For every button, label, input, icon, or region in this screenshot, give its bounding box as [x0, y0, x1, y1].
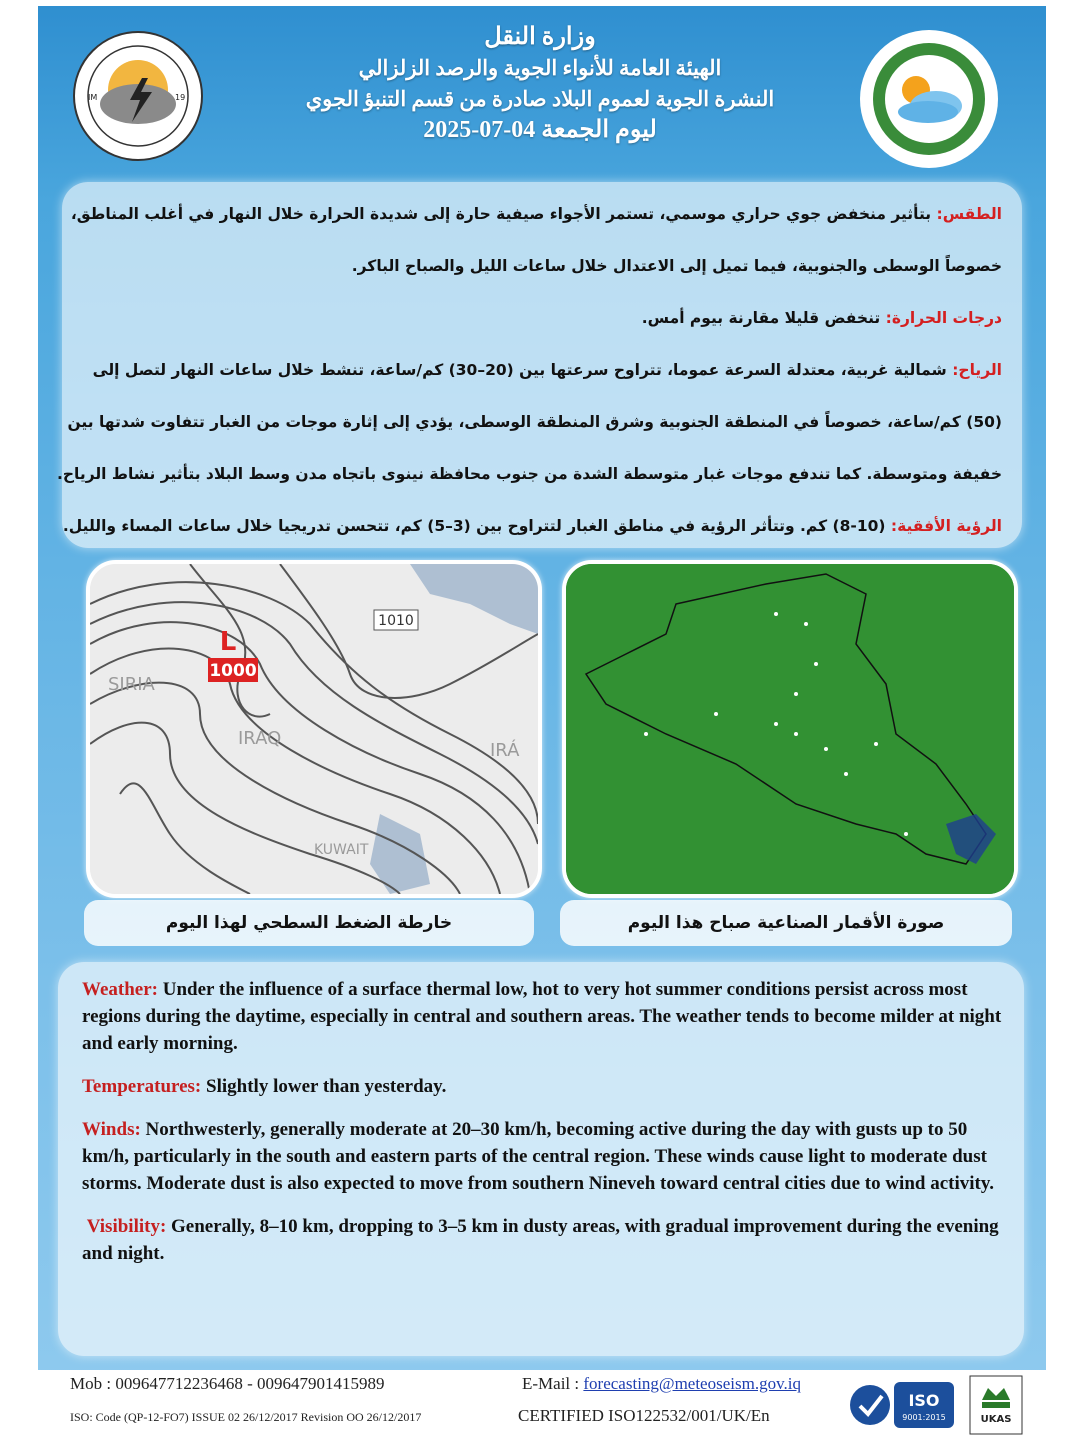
arabic-visibility-paragraph	[46, 500, 1002, 552]
arabic-wind-paragraph-2	[46, 396, 1002, 448]
certification-number: CERTIFIED ISO122532/001/UK/En	[518, 1406, 770, 1425]
english-wind-text: Northwesterly, generally moderate at 20–30 km/h, becoming active during the day with gusts up to 50 km/h, particularly in the south and eastern parts of the central region. These winds cause light to moderate dust storms. Moderate dust is also expected to move from southern Nineveh toward central cities due to wind activity.	[82, 1119, 995, 1194]
ukas-label: UKAS	[980, 1414, 1012, 1425]
english-visibility-paragraph	[82, 1213, 1002, 1267]
surface-pressure-map	[86, 560, 542, 898]
bulletin-title: النشرة الجوية لعموم البلاد صادرة من قسم التنبؤ الجوي	[305, 87, 775, 111]
country-label-iraq: IRAQ	[238, 728, 282, 749]
isobar-label-1010: 1010	[378, 613, 414, 629]
english-wind-paragraph	[82, 1116, 1002, 1197]
ukas-accreditation-badge	[968, 1374, 1024, 1436]
english-visibility-text: Generally, 8–10 km, dropping to 3–5 km in dusty areas, with gradual improvement during the evening and night.	[82, 1216, 999, 1264]
english-forecast-text	[82, 976, 1002, 1283]
english-weather-paragraph	[82, 976, 1002, 1057]
arabic-weather-text: بتأثير منخفض جوي حراري موسمي، تستمر الأجواء صيفية حارة إلى شديدة الحرارة خلال النهار في أغلب المناطق،	[70, 205, 937, 223]
iso-document-code: ISO: Code (QP-12-FO7) ISSUE 02 26/12/2017 Revision OO 26/12/2017	[70, 1410, 422, 1424]
email-line	[522, 1374, 801, 1394]
iso-badge-icon	[848, 1372, 958, 1438]
seal-icon	[72, 30, 204, 162]
arabic-visibility-label: الرؤية الأفقية:	[890, 517, 1002, 535]
svg-text:IM: IM	[88, 93, 98, 102]
svg-text:19: 19	[175, 93, 186, 102]
satellite-image-map	[562, 560, 1018, 898]
arabic-wind-text-3: خفيفة ومتوسطة. كما تندفع موجات غبار متوسطة الشدة من جنوب محافظة نينوى باتجاه مدن وسط البلاد بتأثير نشاط الرياح.	[57, 465, 1002, 483]
arabic-weather-paragraph-2	[46, 240, 1002, 292]
english-weather-text: Under the influence of a surface thermal low, hot to very hot summer conditions persist across most regions during the daytime, especially in central and southern areas. The weather tends to become milder at night and early morning.	[82, 979, 1002, 1054]
arabic-visibility-text: (10-8) كم. وتتأثر الرؤية في مناطق الغبار لتتراوح بين (3–5) كم، تتحسن تدريجيا خلال ساعات المساء والليل.	[62, 517, 891, 535]
arabic-wind-paragraph	[46, 344, 1002, 396]
iso-certification-badge	[848, 1372, 958, 1438]
english-temperature-text: Slightly lower than yesterday.	[201, 1076, 447, 1097]
iso-badge-label: ISO	[908, 1391, 940, 1410]
arabic-wind-paragraph-3	[46, 448, 1002, 500]
mobile-numbers: Mob : 009647712236468 - 009647901415989	[70, 1374, 385, 1393]
arabic-wind-text-2: (50) كم/ساعة، خصوصاً في المنطقة الجنوبية وشرق المنطقة الوسطى، يؤدي إلى إثارة موجات من الغبار تتفاوت شدتها بين	[67, 413, 1002, 431]
english-wind-label: Winds:	[82, 1119, 141, 1140]
arabic-weather-label: الطقس:	[936, 205, 1002, 223]
low-pressure-value: 1000	[209, 661, 257, 681]
ukas-crown-icon	[968, 1374, 1024, 1436]
english-weather-label: Weather:	[82, 979, 158, 1000]
arabic-wind-text: شمالية غربية، معتدلة السرعة عموما، تتراوح سرعتها بين (20–30) كم/ساعة، تنشط خلال ساعات النهار لتصل إلى	[92, 361, 953, 379]
bulletin-header	[250, 22, 830, 146]
english-visibility-label: Visibility:	[86, 1216, 167, 1237]
satellite-iraq-map	[566, 564, 1014, 894]
english-temperature-label: Temperatures:	[82, 1076, 202, 1097]
iraq-meteorological-organization-logo	[858, 28, 1000, 170]
ministry-title: وزارة النقل	[484, 24, 596, 50]
country-label-syria: SIRIA	[108, 674, 155, 695]
organization-title: الهيئة العامة للأنواء الجوية والرصد الزلزالي	[358, 56, 722, 80]
seal-icon	[858, 28, 1000, 170]
isobar-chart	[90, 564, 538, 894]
pressure-map-caption: خارطة الضغط السطحي لهذا اليوم	[84, 900, 534, 946]
email-link[interactable]: forecasting@meteoseism.gov.iq	[583, 1374, 801, 1393]
low-pressure-symbol: L	[219, 627, 237, 657]
arabic-temperature-label: درجات الحرارة:	[885, 309, 1002, 327]
arabic-temperature-text: تنخفض قليلا مقارنة بيوم أمس.	[641, 309, 886, 327]
country-label-kuwait: KUWAIT	[314, 842, 369, 858]
weather-forecasting-dept-logo	[72, 30, 204, 162]
arabic-weather-paragraph	[46, 188, 1002, 240]
email-label: E-Mail :	[522, 1374, 584, 1393]
arabic-wind-label: الرياح:	[952, 361, 1002, 379]
arabic-weather-text-2: خصوصاً الوسطى والجنوبية، فيما تميل إلى الاعتدال خلال ساعات الليل والصباح الباكر.	[351, 257, 1002, 275]
iso-badge-sub: 9001:2015	[902, 1413, 946, 1422]
bulletin-date: ليوم الجمعة 04-07-2025	[423, 117, 657, 143]
english-temperature-paragraph	[82, 1073, 1002, 1100]
country-label-iran: IRÁ	[490, 740, 520, 761]
satellite-map-caption: صورة الأقمار الصناعية صباح هذا اليوم	[560, 900, 1012, 946]
arabic-temperature-paragraph	[46, 292, 1002, 344]
arabic-forecast-text	[46, 188, 1002, 552]
